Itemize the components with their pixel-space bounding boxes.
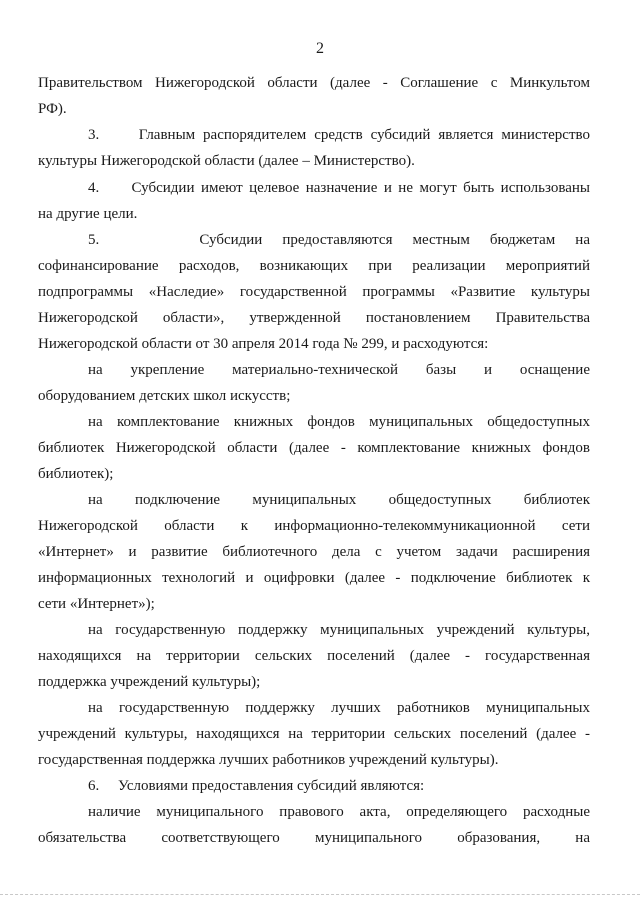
- page-number: 2: [316, 40, 324, 57]
- text-line: на укрепление материально-технической базы и оснащение: [88, 362, 590, 378]
- text-line: Нижегородской области от 30 апреля 2014 года № 299, и расходуются:: [38, 336, 489, 352]
- text-line: РФ).: [38, 101, 67, 117]
- text-line: обязательства соответствующего муниципального образования, на: [38, 830, 590, 846]
- text-line: 6. Условиями предоставления субсидий являются:: [88, 778, 425, 794]
- text-line: Нижегородской области», утвержденной постановлением Правительства: [38, 310, 590, 326]
- text-line: библиотек Нижегородской области (далее - комплектование книжных фондов: [38, 440, 590, 456]
- text-line: на другие цели.: [38, 206, 138, 222]
- text-line: библиотек);: [38, 466, 114, 482]
- text-line: информационных технологий и оцифровки (далее - подключение библиотек к: [38, 570, 590, 586]
- text-line: на государственную поддержку муниципальных учреждений культуры,: [88, 622, 590, 638]
- text-line: культуры Нижегородской области (далее – Министерство).: [38, 153, 415, 169]
- text-line: 5. Субсидии предоставляются местным бюджетам на: [88, 232, 590, 248]
- text-line: находящихся на территории сельских поселений (далее - государственная: [38, 648, 590, 664]
- text-line: на государственную поддержку лучших работников муниципальных: [88, 700, 590, 716]
- text-line: поддержка учреждений культуры);: [38, 674, 261, 690]
- text-line: на подключение муниципальных общедоступных библиотек: [88, 492, 590, 508]
- text-line: государственная поддержка лучших работников учреждений культуры).: [38, 752, 499, 768]
- text-line: учреждений культуры, находящихся на территории сельских поселений (далее -: [38, 726, 590, 742]
- text-line: сети «Интернет»);: [38, 596, 155, 612]
- text-line: «Интернет» и развитие библиотечного дела с учетом задачи расширения: [38, 544, 590, 560]
- text-line: на комплектование книжных фондов муниципальных общедоступных: [88, 414, 590, 430]
- text-line: Нижегородской области к информационно-телекоммуникационной сети: [38, 518, 590, 534]
- text-line: оборудованием детских школ искусств;: [38, 388, 291, 404]
- text-line: 3. Главным распорядителем средств субсидий является министерство: [88, 127, 590, 143]
- text-line: подпрограммы «Наследие» государственной программы «Развитие культуры: [38, 284, 590, 300]
- text-line: софинансирование расходов, возникающих при реализации мероприятий: [38, 258, 590, 274]
- text-line: наличие муниципального правового акта, определяющего расходные: [88, 804, 590, 820]
- text-line: 4. Субсидии имеют целевое назначение и не могут быть использованы: [88, 180, 590, 196]
- bottom-edge-rule: [0, 894, 640, 895]
- text-line: Правительством Нижегородской области (далее - Соглашение с Минкультом: [38, 75, 590, 91]
